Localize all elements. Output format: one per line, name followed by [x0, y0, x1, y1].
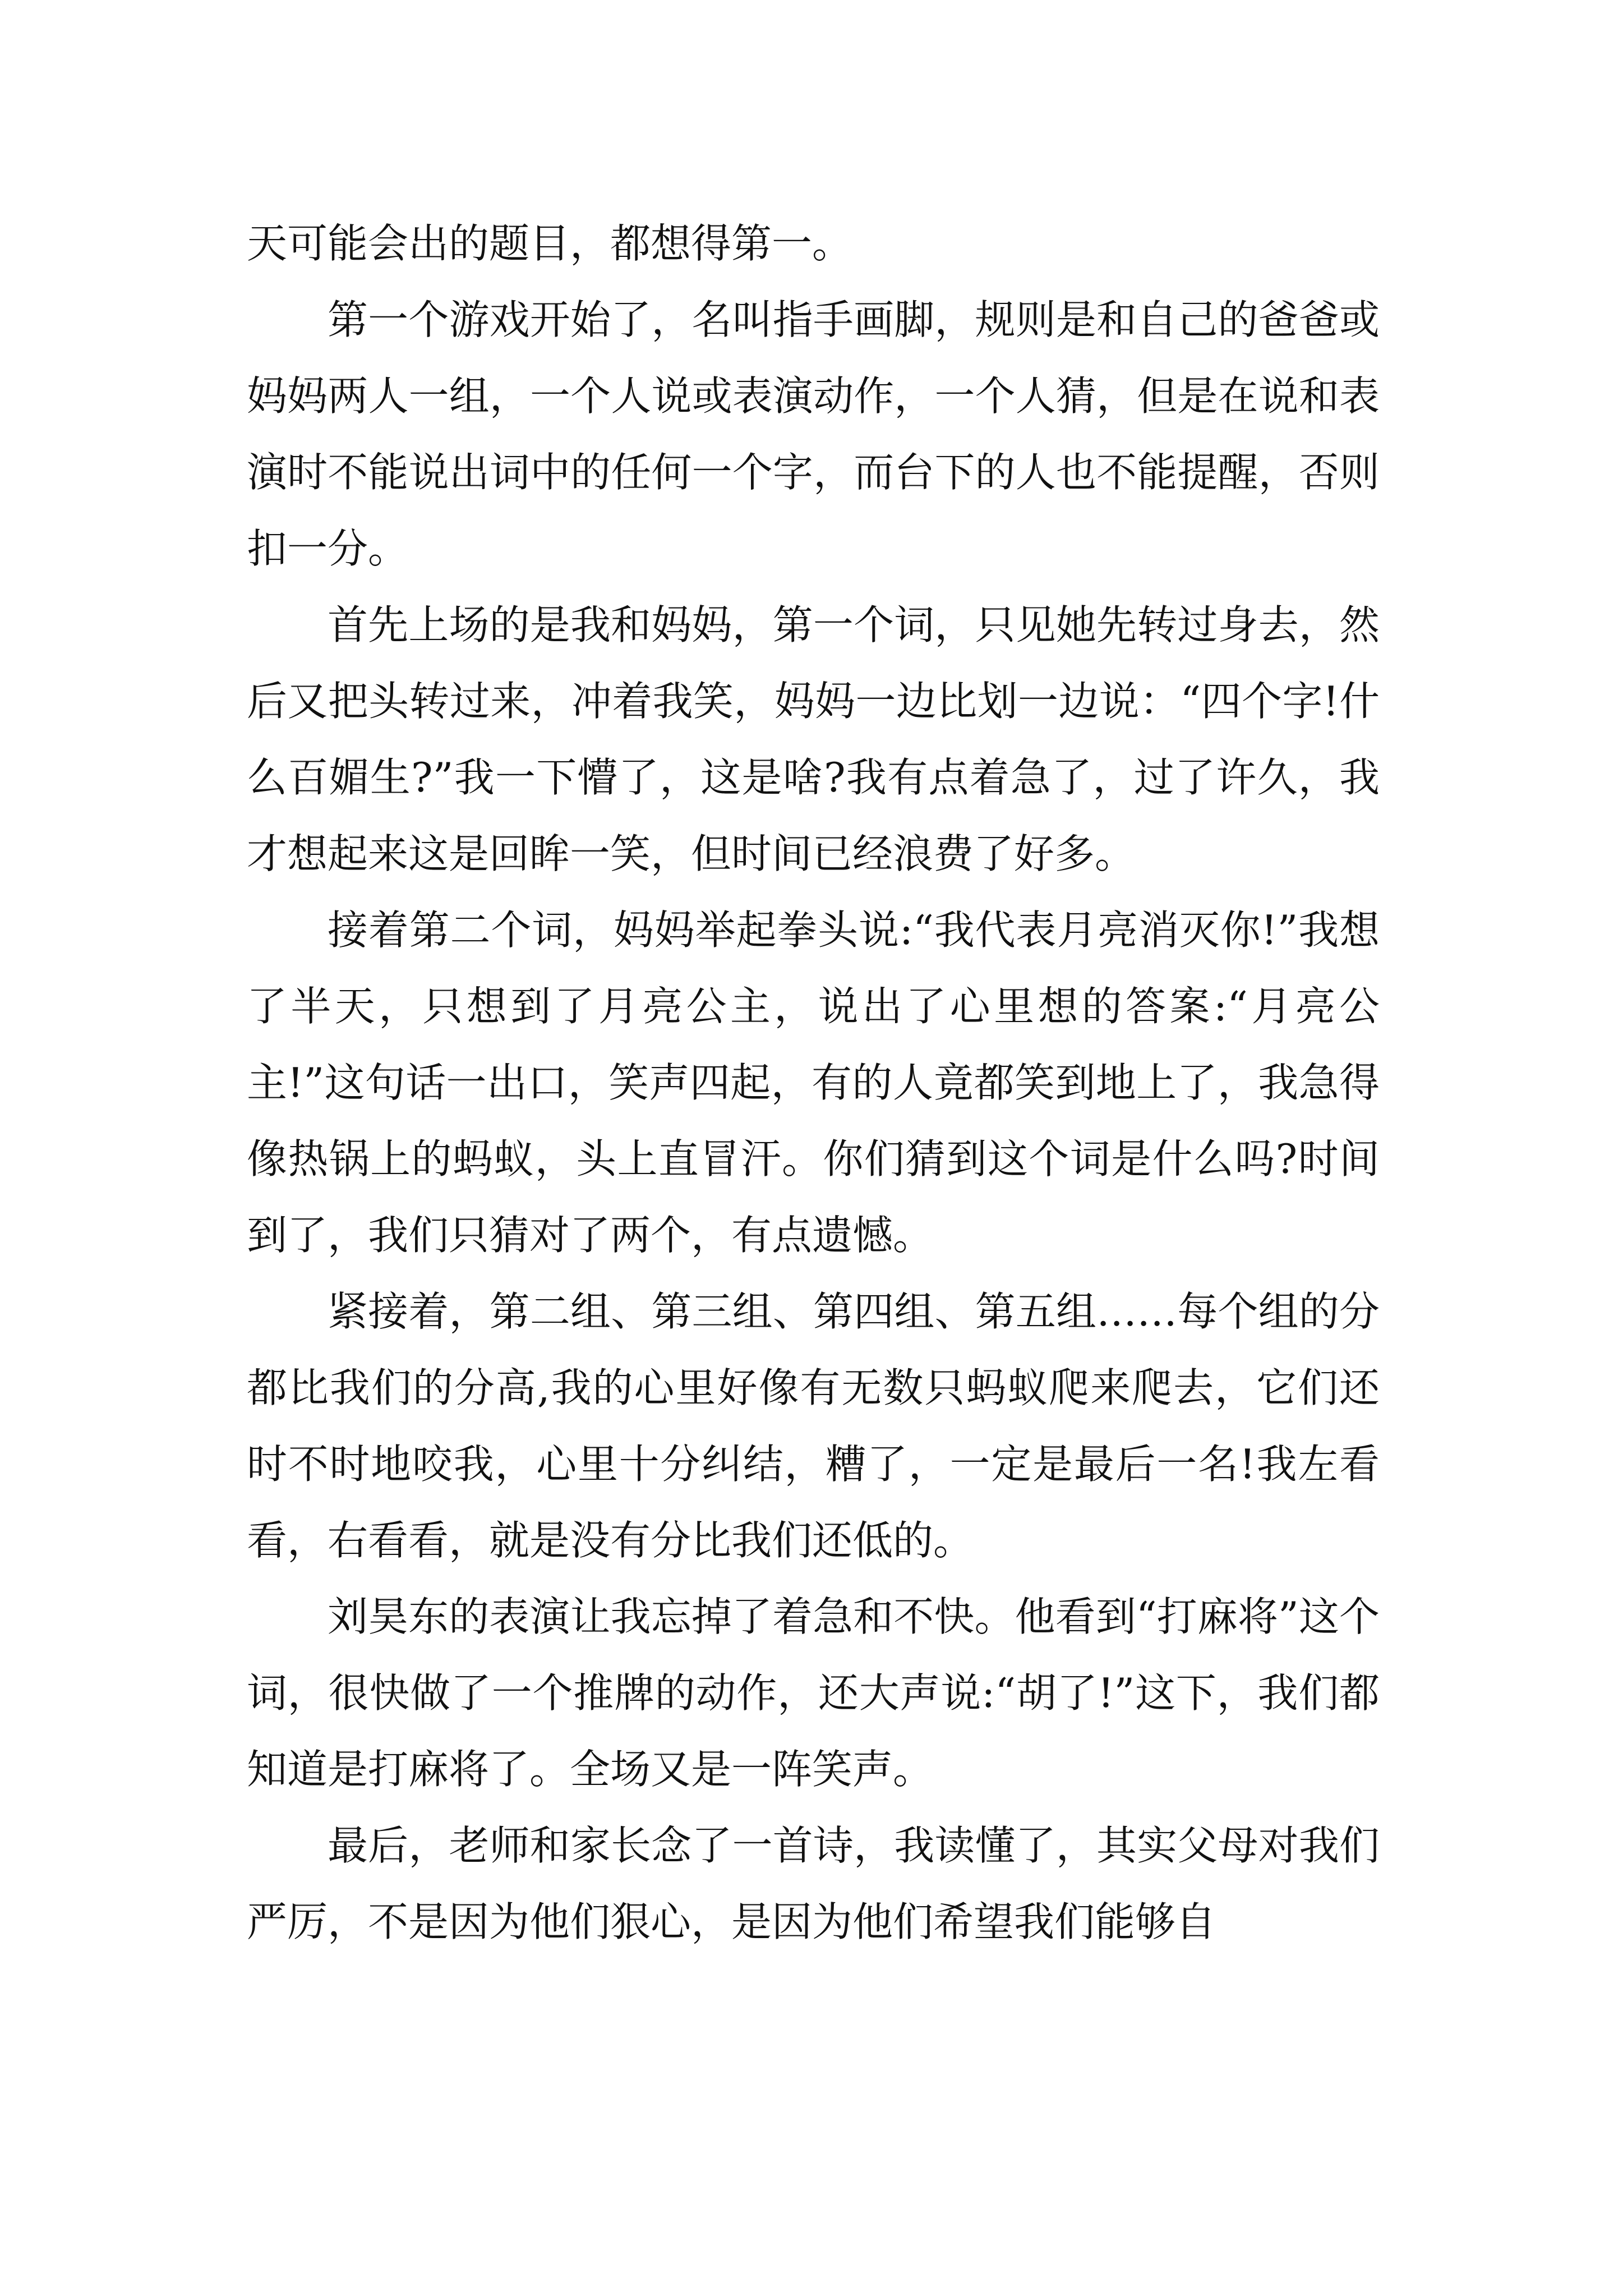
paragraph-7: 最后，老师和家长念了一首诗，我读懂了，其实父母对我们严厉，不是因为他们狠心，是因为他们希望我们能够自 [247, 1822, 1380, 1945]
paragraph-3: 首先上场的是我和妈妈，第一个词，只见她先转过身去，然后又把头转过来，冲着我笑，妈妈一边比划一边说：“四个字!什么百媚生?”我一下懵了，这是啥?我有点着急了，过了许久，我才想起来这是回眸一笑，但时间已经浪费了好多。 [247, 601, 1380, 877]
paragraph-4: 接着第二个词，妈妈举起拳头说:“我代表月亮消灭你!”我想了半天，只想到了月亮公主，说出了心里想的答案:“月亮公主!”这句话一出口，笑声四起，有的人竟都笑到地上了，我急得像热锅上的蚂蚁，头上直冒汗。你们猜到这个词是什么吗?时间到了，我们只猜对了两个，有点遗憾。 [247, 907, 1380, 1259]
paragraph-2: 第一个游戏开始了，名叫指手画脚，规则是和自己的爸爸或妈妈两人一组，一个人说或表演动作，一个人猜，但是在说和表演时不能说出词中的任何一个字，而台下的人也不能提醒，否则扣一分。 [247, 296, 1380, 572]
paragraph-1: 天可能会出的题目，都想得第一。 [247, 220, 853, 267]
paragraph-5: 紧接着，第二组、第三组、第四组、第五组……每个组的分都比我们的分高,我的心里好像有无数只蚂蚁爬来爬去，它们还时不时地咬我，心里十分纠结，糟了，一定是最后一名!我左看看，右看看，就是没有分比我们还低的。 [247, 1288, 1380, 1564]
paragraph-6: 刘昊东的表演让我忘掉了着急和不快。他看到“打麻将”这个词，很快做了一个推牌的动作，还大声说:“胡了!”这下，我们都知道是打麻将了。全场又是一阵笑声。 [247, 1593, 1380, 1793]
body-text [247, 205, 1380, 1960]
